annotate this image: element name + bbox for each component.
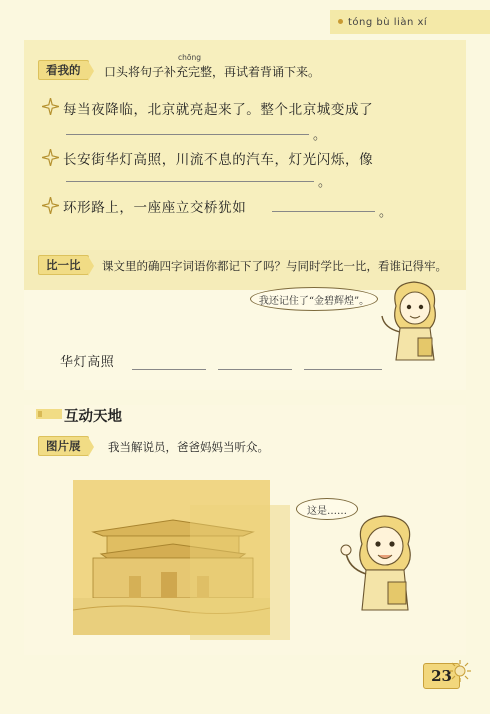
bullet-dot-icon: [338, 19, 343, 24]
tag-kanwode: [38, 60, 89, 80]
word-blank-3[interactable]: [304, 369, 382, 370]
sentence-2-end: 。: [318, 175, 332, 190]
sentence-1: 每当夜降临，北京就亮起来了。整个北京城变成了: [63, 102, 374, 118]
section3-title: 互动天地: [64, 409, 122, 425]
sparkle-star-icon: [42, 98, 59, 115]
section-title-decoration-icon: [36, 406, 62, 422]
tag-tupianzhan: [38, 436, 89, 456]
tag-tupianzhan-label: 图片展: [46, 439, 81, 453]
page-number: 23: [431, 667, 452, 685]
sentence-2: 长安街华灯高照，川流不息的汽车，灯光闪烁，像: [63, 152, 374, 168]
girl-character-illustration: [378, 276, 450, 364]
speech-bubble-2: 这是……: [296, 498, 358, 520]
fill-blank-2[interactable]: [66, 181, 314, 182]
section3-instruction: 我当解说员，爸爸妈妈当听众。: [108, 440, 269, 454]
sentence-3-end: 。: [379, 205, 393, 220]
fill-blank-3[interactable]: [272, 211, 375, 212]
word-huadenggaozhao: 华灯高照: [60, 355, 115, 370]
sentence-3: 环形路上，一座座立交桥犹如: [63, 200, 247, 216]
ruby-pinyin: chōng: [178, 53, 201, 62]
header-pinyin: tóng bù liàn xí: [348, 16, 428, 28]
section1-instruction: 口头将句子补充完整，再试着背诵下来。: [104, 65, 321, 79]
section2-instruction: 课文里的确四字词语你都记下了吗？与同时学比一比，看谁记得牢。: [102, 259, 447, 273]
sparkle-star-icon: [42, 197, 59, 214]
sparkle-star-icon: [42, 149, 59, 166]
tag-biyibi-label: 比一比: [46, 258, 81, 272]
photo-caption-overlay: [190, 505, 290, 640]
word-blank-1[interactable]: [132, 369, 206, 370]
header-pinyin-strip: [330, 10, 490, 34]
tag-biyibi: [38, 255, 89, 275]
speech-bubble: 我还记住了“金碧辉煌”。: [250, 287, 378, 311]
girl-presenter-illustration: [340, 510, 430, 615]
fill-blank-1[interactable]: [66, 134, 309, 135]
tag-kanwode-label: 看我的: [46, 63, 81, 77]
sun-icon: [449, 660, 471, 682]
sentence-1-end: 。: [313, 128, 327, 143]
word-blank-2[interactable]: [218, 369, 292, 370]
